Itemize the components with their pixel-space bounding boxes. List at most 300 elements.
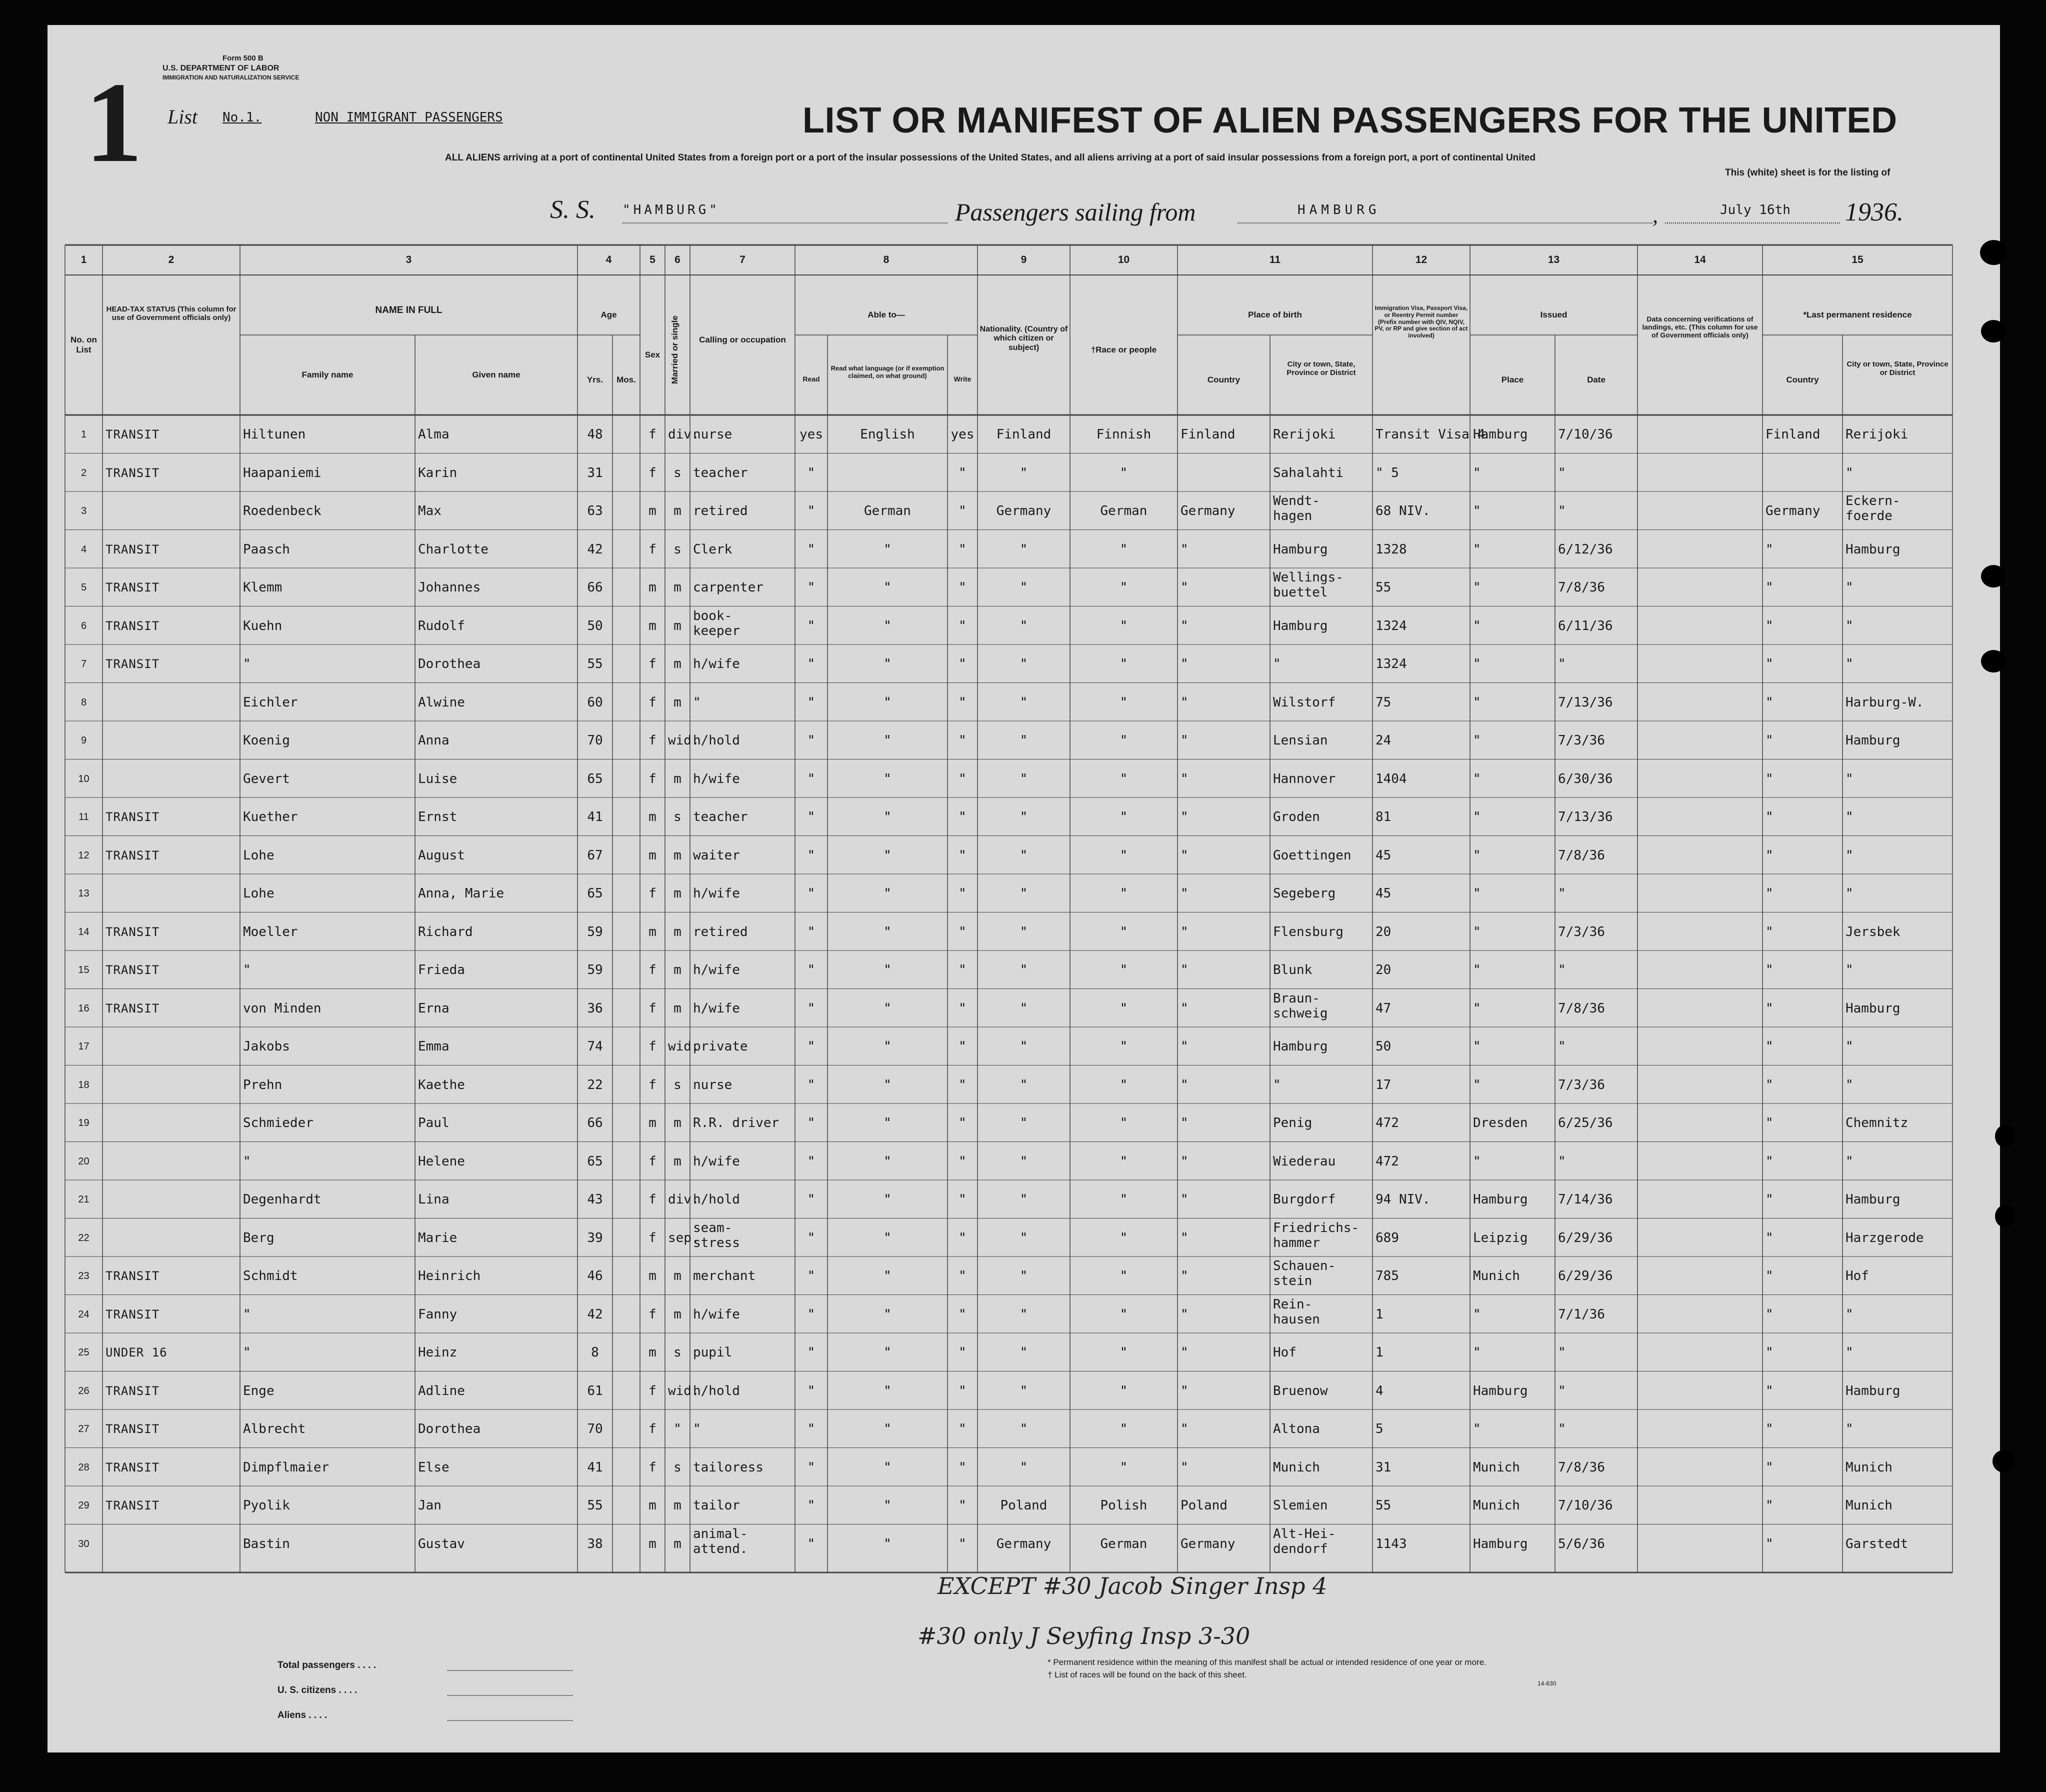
cell-city: Sahalahti [1273,465,1344,480]
cell-write: yes [950,427,974,442]
cell-lang: " [884,1000,892,1016]
cell-date: 7/8/36 [1558,1000,1605,1016]
cell-write: " [958,1306,966,1322]
cell-res-city: Garstedt [1846,1536,1908,1552]
cell-family: Bastin [243,1536,290,1552]
cell-sex: m [648,580,656,595]
cell-res-country: " [1766,924,1774,940]
cell-country: " [1180,1077,1188,1092]
cell-calling: h/wife [693,962,740,978]
cell-city: " [1273,656,1281,672]
cell-family: von Minden [243,1000,322,1016]
cell-given: Anna [418,733,450,748]
cell-age: 66 [587,580,603,595]
cell-city: Munich [1273,1460,1320,1475]
cell-tax: TRANSIT [106,1384,160,1398]
cell-no: 11 [78,812,89,822]
list-label: List [168,106,198,128]
cell-calling: h/wife [693,656,740,672]
department-name: U.S. DEPARTMENT OF LABOR [162,64,280,72]
cell-nat: " [1020,1460,1028,1475]
cell-city: Burgdorf [1273,1192,1336,1207]
cell-age: 31 [587,465,603,480]
cell-nat: " [1020,810,1028,824]
cell-res-city: " [1846,1306,1854,1322]
cell-res-city: " [1846,771,1854,786]
cell-lang: " [884,848,892,863]
cell-read: " [807,504,816,518]
column-header: Yrs. [586,375,604,384]
cell-country: " [1180,580,1188,595]
cell-sex: f [648,1039,656,1054]
cell-family: Roedenbeck [243,504,322,518]
cell-marital: s [674,1345,682,1360]
cell-lang: " [884,886,892,901]
cell-marital: s [674,542,682,557]
cell-place: " [1473,1000,1481,1016]
cell-country: " [1180,1116,1188,1130]
cell-read: " [807,924,816,940]
cell-lang: " [884,1345,892,1360]
cell-place: " [1473,733,1481,748]
cell-write: " [958,1498,966,1513]
cell-family: Paasch [243,542,290,557]
cell-given: Emma [418,1039,450,1054]
cell-nat: " [1020,542,1028,557]
cell-no: 10 [78,773,90,784]
cell-res-city: Harzgerode [1846,1230,1924,1246]
cell-lang: " [884,1306,892,1322]
cell-calling: nurse [693,1077,732,1092]
cell-res-city: Hamburg [1846,1383,1900,1398]
cell-age: 42 [587,1306,603,1322]
cell-family: Haapaniemi [243,465,322,480]
cell-read: " [807,810,816,824]
cell-lang: " [884,1154,892,1169]
instructions-line-2: This (white) sheet is for the listing of [1725,168,1890,178]
cell-no: 2 [80,467,87,478]
cell-res-city: " [1846,810,1854,824]
cell-age: 55 [587,1498,603,1513]
cell-no: 18 [78,1079,90,1090]
cell-given: Helene [418,1154,465,1169]
cell-place: Hamburg [1473,1192,1528,1207]
cell-write: " [958,694,966,710]
cell-date: " [1558,1422,1566,1436]
cell-read: yes [800,427,823,442]
cell-race: " [1120,465,1128,480]
cell-marital: m [674,656,682,672]
column-number: 11 [1269,254,1281,266]
cell-visa: 17 [1376,1077,1392,1092]
cell-marital: m [674,1116,682,1130]
cell-given: August [418,848,465,863]
cell-calling: tailoress [693,1460,764,1475]
cell-no: 17 [78,1041,90,1052]
cell-given: Frieda [418,962,465,978]
cell-tax: TRANSIT [106,580,160,594]
cell-res-city: Hof [1846,1268,1869,1284]
cell-date: 7/13/36 [1558,694,1613,710]
cell-lang: " [884,618,892,634]
cell-res-city: " [1846,580,1854,595]
cell-visa: 472 [1376,1154,1399,1169]
cell-race: " [1120,810,1128,824]
cell-no: 29 [78,1500,90,1511]
cell-nat: " [1020,1192,1028,1207]
cell-res-country: " [1766,1460,1774,1475]
cell-nat: Germany [996,504,1052,518]
cell-given: Anna, Marie [418,886,504,901]
cell-calling: animal- attend. [693,1526,748,1556]
cell-family: Lohe [243,886,274,901]
cell-calling: h/wife [693,886,740,901]
cell-marital: wid. [668,1039,700,1054]
cell-given: Alma [418,427,450,442]
cell-country: " [1180,1230,1188,1246]
cell-city: Wellings- buettel [1273,570,1344,600]
column-number: 14 [1694,254,1706,266]
cell-read: " [807,848,816,863]
cell-given: Lina [418,1192,450,1207]
cell-given: Dorothea [418,656,481,672]
cell-nat: " [1020,694,1028,710]
column-number: 3 [406,254,412,266]
cell-place: Dresden [1473,1116,1528,1130]
cell-res-country: " [1766,1039,1774,1054]
cell-tax: TRANSIT [106,810,160,824]
cell-race: " [1120,1460,1128,1475]
cell-city: Slemien [1273,1498,1328,1513]
cell-visa: 1404 [1376,771,1407,786]
cell-marital: s [674,1460,682,1475]
cell-marital: sep. [668,1230,700,1246]
cell-race: " [1120,1039,1128,1054]
cell-city: Rerijoki [1273,427,1336,442]
cell-place: " [1473,924,1481,940]
cell-date: 6/25/36 [1558,1116,1613,1130]
cell-read: " [807,465,816,480]
cell-write: " [958,1154,966,1169]
cell-res-city: " [1846,1345,1854,1360]
form-number: Form 500 B [222,54,264,62]
cell-age: 38 [587,1536,603,1552]
cell-place: Hamburg [1473,1536,1528,1552]
cell-no: 6 [80,620,87,632]
cell-tax: TRANSIT [106,542,160,556]
list-number: No.1. [222,110,262,125]
column-header: Family name [302,370,354,380]
cell-sex: f [648,656,656,672]
cell-race: " [1120,771,1128,786]
cell-calling: " [693,1422,701,1436]
cell-write: " [958,1116,966,1130]
cell-res-country: " [1766,771,1774,786]
cell-city: Friedrichs- hammer [1273,1220,1360,1250]
cell-calling: h/wife [693,1000,740,1016]
cell-res-city: " [1846,1039,1854,1054]
cell-date: 7/8/36 [1558,848,1605,863]
cell-age: 67 [587,848,603,863]
column-header: City or town, State, Province or District [1286,360,1356,378]
cell-age: 46 [587,1268,603,1284]
cell-place: " [1473,542,1481,557]
column-header: Country [1207,375,1240,384]
cell-city: Lensian [1273,733,1328,748]
cell-place: " [1473,848,1481,863]
cell-read: " [807,1192,816,1207]
cell-age: 36 [587,1000,603,1016]
cell-date: 6/30/36 [1558,771,1613,786]
cell-calling: h/wife [693,771,740,786]
cell-no: 14 [78,926,90,938]
cell-res-country: " [1766,1154,1774,1169]
cell-calling: h/hold [693,1192,740,1207]
cell-date: " [1558,465,1566,480]
cell-res-city: " [1846,465,1854,480]
cell-family: Schmidt [243,1268,298,1284]
cell-given: Alwine [418,694,465,710]
cell-age: 22 [587,1077,603,1092]
cell-sex: f [648,1460,656,1475]
cell-res-city: Hamburg [1846,1000,1900,1016]
cell-family: Dimpflmaier [243,1460,330,1475]
column-number: 12 [1415,254,1428,266]
cell-age: 65 [587,1154,603,1169]
cell-read: " [807,1230,816,1246]
cell-marital: m [674,1154,682,1169]
cell-marital: m [674,618,682,634]
cell-age: 65 [587,886,603,901]
cell-place: " [1473,656,1481,672]
cell-place: " [1473,1039,1481,1054]
cell-no: 28 [78,1462,90,1473]
cell-place: " [1473,1154,1481,1169]
cell-date: " [1558,1039,1566,1054]
cell-no: 19 [78,1118,90,1128]
cell-family: Lohe [243,848,274,863]
cell-race: Polish [1100,1498,1148,1513]
cell-date: " [1558,1383,1566,1398]
column-number: 6 [674,254,680,266]
cell-res-city: Hamburg [1846,1192,1900,1207]
cell-nat: " [1020,656,1028,672]
cell-lang: " [884,1536,892,1552]
cell-age: 63 [587,504,603,518]
cell-visa: 1 [1376,1306,1384,1322]
column-header: Place of birth [1248,310,1302,320]
cell-calling: retired [693,924,748,940]
ship-name: "HAMBURG" [622,202,720,218]
cell-nat: " [1020,1039,1028,1054]
cell-write: " [958,1422,966,1436]
cell-sex: m [648,810,656,824]
cell-family: Albrecht [243,1422,306,1436]
cell-place: " [1473,962,1481,978]
cell-country: " [1180,618,1188,634]
cell-age: 39 [587,1230,603,1246]
cell-sex: f [648,542,656,557]
cell-date: 5/6/36 [1558,1536,1605,1552]
cell-lang: " [884,810,892,824]
cell-country: " [1180,1306,1188,1322]
cell-given: Richard [418,924,473,940]
cell-family: Pyolik [243,1498,290,1513]
cell-country: " [1180,733,1188,748]
cell-write: " [958,733,966,748]
cell-age: 43 [587,1192,603,1207]
cell-calling: teacher [693,810,748,824]
cell-date: 7/3/36 [1558,733,1605,748]
cell-tax: TRANSIT [106,848,160,862]
cell-write: " [958,1230,966,1246]
cell-given: Kaethe [418,1077,465,1092]
cell-country: " [1180,848,1188,863]
cell-age: 59 [587,924,603,940]
cell-no: 3 [80,506,87,516]
cell-nat: " [1020,848,1028,863]
cell-family: " [243,656,251,672]
cell-city: Blunk [1273,962,1312,978]
cell-write: " [958,504,966,518]
cell-race: " [1120,1000,1128,1016]
cell-res-country: " [1766,1345,1774,1360]
sailing-from-label: Passengers sailing from [955,198,1196,226]
cell-city: Altona [1273,1422,1320,1436]
cell-age: 48 [587,427,603,442]
cell-sex: f [648,1306,656,1322]
cell-res-country: Finland [1766,427,1820,442]
cell-calling: h/wife [693,1306,740,1322]
cell-marital: m [674,1000,682,1016]
cell-country: " [1180,1154,1188,1169]
cell-visa: 45 [1376,886,1392,901]
cell-sex: m [648,1498,656,1513]
cell-tax: TRANSIT [106,618,160,633]
cell-sex: f [648,1422,656,1436]
cell-race: " [1120,962,1128,978]
column-header: Age [600,310,617,320]
ss-label: S. S. [550,196,596,224]
cell-lang: " [884,656,892,672]
cell-visa: 31 [1376,1460,1392,1475]
column-header: Sex [644,350,660,360]
cell-sex: m [648,848,656,863]
cell-country: " [1180,1192,1188,1207]
cell-read: " [807,886,816,901]
cell-sex: f [648,427,656,442]
cell-no: 12 [78,850,90,861]
cell-country: " [1180,1422,1188,1436]
cell-place: Hamburg [1473,1383,1528,1398]
column-header: Issued [1540,310,1568,320]
punch-hole [1981,565,2006,588]
cell-write: " [958,1460,966,1475]
cell-res-city: " [1846,618,1854,634]
column-number: 1 [80,254,87,266]
cell-sex: f [648,886,656,901]
punch-hole [1980,240,2008,265]
cell-write: " [958,810,966,824]
cell-lang: " [884,1116,892,1130]
cell-marital: m [674,886,682,901]
column-header: Able to— [868,310,905,320]
cell-tax: TRANSIT [106,1498,160,1512]
cell-res-city: Eckern- foerde [1846,494,1900,524]
cell-place: " [1473,694,1481,710]
cell-calling: book- keeper [693,608,740,638]
column-header: HEAD-TAX STATUS (This column for use of Government officials only) [106,305,236,322]
cell-write: " [958,1345,966,1360]
cell-given: Dorothea [418,1422,481,1436]
cell-date: 7/1/36 [1558,1306,1605,1322]
cell-write: " [958,656,966,672]
cell-res-city: Chemnitz [1846,1116,1908,1130]
cell-given: Marie [418,1230,458,1246]
cell-calling: tailor [693,1498,740,1513]
cell-marital: div. [668,1192,700,1207]
cell-calling: R.R. driver [693,1116,780,1130]
cell-visa: 5 [1376,1422,1384,1436]
cell-calling: h/wife [693,1154,740,1169]
cell-write: " [958,1192,966,1207]
column-number: 4 [606,254,612,266]
cell-sex: f [648,771,656,786]
cell-age: 42 [587,542,603,557]
cell-calling: retired [693,504,748,518]
cell-given: Johannes [418,580,481,595]
cell-marital: m [674,1306,682,1322]
cell-age: 59 [587,962,603,978]
cell-write: " [958,1268,966,1284]
cell-sex: m [648,924,656,940]
cell-nat: " [1020,1422,1028,1436]
cell-tax: TRANSIT [106,924,160,939]
cell-visa: 45 [1376,848,1392,863]
cell-nat: " [1020,962,1028,978]
cell-no: 23 [78,1270,90,1282]
cell-lang: " [884,924,892,940]
cell-place: " [1473,618,1481,634]
cell-write: " [958,771,966,786]
cell-city: Schauen- stein [1273,1258,1336,1288]
cell-res-country: Germany [1766,504,1820,518]
cell-date: 7/10/36 [1558,427,1613,442]
cell-lang: " [884,1460,892,1475]
cell-place: " [1473,580,1481,595]
cell-nat: " [1020,1154,1028,1169]
cell-country: " [1180,962,1188,978]
column-header: *Last permanent residence [1803,310,1912,320]
cell-age: 74 [587,1039,603,1054]
cell-write: " [958,886,966,901]
cell-age: 8 [591,1345,599,1360]
column-header: Read [802,375,820,383]
cell-marital: m [674,1536,682,1552]
cell-marital: m [674,771,682,786]
departure-port: HAMBURG [1298,202,1380,218]
cell-visa: 55 [1376,1498,1392,1513]
cell-tax: TRANSIT [106,1460,160,1474]
cell-read: " [807,733,816,748]
cell-sex: f [648,733,656,748]
cell-sex: f [648,1383,656,1398]
cell-lang: " [884,580,892,595]
cell-res-country: " [1766,618,1774,634]
cell-visa: 1324 [1376,618,1407,634]
cell-no: 15 [78,964,90,976]
cell-date: 7/10/36 [1558,1498,1613,1513]
